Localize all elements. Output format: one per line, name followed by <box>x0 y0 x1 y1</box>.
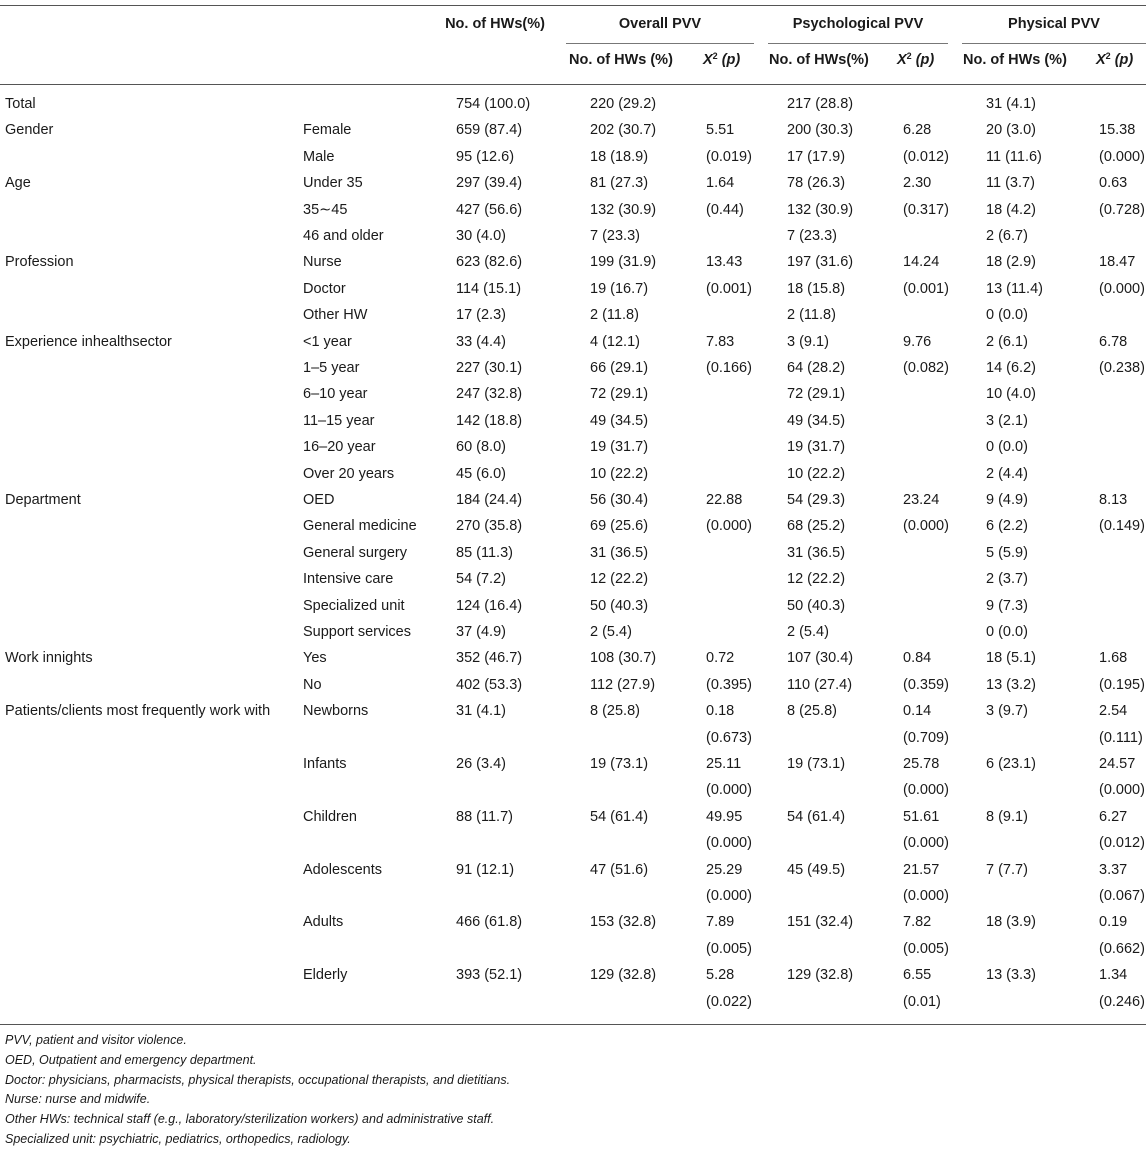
header-psychological-pvv: Psychological PVV <box>792 16 924 32</box>
cell-psych-chi: 14.24 <box>903 254 940 271</box>
cell-psych-chi: (0.000) <box>903 782 949 799</box>
cell-overall-count: 50 (40.3) <box>590 597 649 614</box>
cell-psych-chi: (0.001) <box>903 280 949 297</box>
row-label: Patients/clients most frequently work with <box>5 703 271 720</box>
row-category: No <box>303 676 322 693</box>
cell-psych-count: 200 (30.3) <box>787 122 854 139</box>
cell-no-hws: 427 (56.6) <box>456 201 523 218</box>
cell-psych-count: 107 (30.4) <box>787 650 854 667</box>
cell-psych-count: 132 (30.9) <box>787 201 854 218</box>
cell-psych-count: 2 (11.8) <box>787 307 836 324</box>
cell-no-hws: 37 (4.9) <box>456 624 506 640</box>
cell-psych-count: 54 (61.4) <box>787 808 846 825</box>
row-label: Age <box>5 175 31 192</box>
cell-physical-count: 2 (3.7) <box>986 571 1028 588</box>
cell-overall-count: 7 (23.3) <box>590 228 640 244</box>
cell-no-hws: 297 (39.4) <box>456 175 523 192</box>
cell-psych-chi: (0.012) <box>903 148 949 165</box>
cell-no-hws: 227 (30.1) <box>456 360 523 376</box>
cell-physical-chi: 18.47 <box>1099 254 1136 271</box>
cell-no-hws: 30 (4.0) <box>456 228 506 244</box>
cell-overall-count: 56 (30.4) <box>590 492 649 508</box>
header-bottom-rule <box>0 84 1146 85</box>
cell-physical-count: 2 (6.1) <box>986 333 1028 350</box>
subheader-physical-count: No. of HWs (%) <box>963 52 1067 68</box>
cell-overall-count: 69 (25.6) <box>590 518 649 535</box>
cell-no-hws: 247 (32.8) <box>456 386 523 403</box>
cell-physical-chi: 1.68 <box>1099 650 1128 667</box>
cell-physical-chi: 0.63 <box>1099 175 1128 192</box>
footnote: Other HWs: technical staff (e.g., laboratory/sterilization workers) and administrative staff. <box>5 1112 495 1127</box>
cell-physical-chi: (0.000) <box>1099 782 1145 799</box>
cell-physical-count: 18 (4.2) <box>986 201 1036 218</box>
cell-psych-chi: 9.76 <box>903 333 932 350</box>
cell-overall-count: 129 (32.8) <box>590 967 657 984</box>
cell-physical-chi: (0.111) <box>1099 729 1143 746</box>
row-category: 35∼45 <box>303 201 348 218</box>
cell-no-hws: 623 (82.6) <box>456 254 523 271</box>
cell-overall-chi: 1.64 <box>706 175 735 192</box>
cell-physical-count: 9 (7.3) <box>986 597 1028 614</box>
row-label: Experience inhealthsector <box>5 333 172 350</box>
row-category: Newborns <box>303 703 369 720</box>
subheader-psych-count: No. of HWs(%) <box>769 52 869 68</box>
cell-no-hws: 26 (3.4) <box>456 756 506 772</box>
cell-physical-count: 18 (2.9) <box>986 254 1036 271</box>
cell-physical-count: 6 (2.2) <box>986 518 1028 535</box>
row-category: Adolescents <box>303 861 382 878</box>
cell-overall-count: 220 (29.2) <box>590 96 657 112</box>
cell-physical-count: 7 (7.7) <box>986 861 1028 878</box>
row-category: OED <box>303 492 335 508</box>
cell-overall-count: 72 (29.1) <box>590 386 649 403</box>
cell-no-hws: 142 (18.8) <box>456 412 523 429</box>
cell-no-hws: 114 (15.1) <box>456 280 522 297</box>
cell-no-hws: 91 (12.1) <box>456 861 515 878</box>
cell-psych-chi: 0.14 <box>903 703 932 720</box>
cell-psych-count: 3 (9.1) <box>787 333 829 350</box>
cell-physical-chi: 6.27 <box>1099 808 1128 825</box>
row-category: <1 year <box>303 333 352 350</box>
cell-overall-chi: 22.88 <box>706 492 743 508</box>
header-physical-pvv: Physical PVV <box>1008 16 1100 32</box>
cell-physical-chi: (0.195) <box>1099 676 1145 693</box>
header-overall-pvv: Overall PVV <box>618 16 702 32</box>
cell-psych-count: 45 (49.5) <box>787 861 846 878</box>
cell-physical-count: 20 (3.0) <box>986 122 1036 139</box>
cell-no-hws: 45 (6.0) <box>456 465 506 482</box>
cell-psych-chi: 23.24 <box>903 492 940 508</box>
cell-psych-chi: 2.30 <box>903 175 932 192</box>
cell-psych-count: 50 (40.3) <box>787 597 846 614</box>
cell-physical-count: 3 (2.1) <box>986 412 1028 429</box>
cell-psych-chi: 25.78 <box>903 756 940 772</box>
cell-psych-chi: (0.317) <box>903 201 949 218</box>
row-category: Intensive care <box>303 571 394 588</box>
cell-no-hws: 85 (11.3) <box>456 544 513 561</box>
row-category: Male <box>303 148 335 165</box>
cell-no-hws: 54 (7.2) <box>456 571 506 588</box>
footnote: PVV, patient and visitor violence. <box>5 1033 187 1047</box>
cell-overall-chi: 5.51 <box>706 122 735 139</box>
cell-overall-count: 54 (61.4) <box>590 808 649 825</box>
cell-no-hws: 659 (87.4) <box>456 122 523 139</box>
cell-overall-count: 19 (73.1) <box>590 756 649 772</box>
cell-psych-count: 19 (73.1) <box>787 756 846 772</box>
row-category: 11–15 year <box>303 412 375 429</box>
cell-overall-chi: 25.11 <box>706 756 742 772</box>
cell-physical-chi: 2.54 <box>1099 703 1128 720</box>
row-label: Department <box>5 492 81 508</box>
subheader-overall-chi: $X^2$ (p) <box>703 51 741 68</box>
cell-physical-chi: (0.728) <box>1099 201 1145 218</box>
cell-overall-chi: (0.395) <box>706 676 752 693</box>
cell-overall-chi: (0.019) <box>706 148 752 165</box>
cell-overall-chi: (0.000) <box>706 888 752 904</box>
overall-group-rule <box>566 43 754 44</box>
cell-psych-count: 49 (34.5) <box>787 412 846 429</box>
cell-physical-count: 13 (11.4) <box>986 280 1043 297</box>
cell-physical-count: 0 (0.0) <box>986 439 1028 456</box>
cell-psych-count: 54 (29.3) <box>787 492 846 508</box>
cell-no-hws: 124 (16.4) <box>456 597 523 614</box>
cell-no-hws: 754 (100.0) <box>456 96 531 112</box>
cell-no-hws: 88 (11.7) <box>456 808 513 825</box>
cell-physical-count: 0 (0.0) <box>986 307 1028 324</box>
cell-physical-count: 5 (5.9) <box>986 544 1028 561</box>
footnote: Nurse: nurse and midwife. <box>5 1092 151 1107</box>
cell-overall-chi: (0.44) <box>706 201 744 218</box>
cell-psych-count: 129 (32.8) <box>787 967 854 984</box>
cell-overall-chi: 5.28 <box>706 967 735 984</box>
cell-psych-count: 110 (27.4) <box>787 676 853 693</box>
cell-no-hws: 352 (46.7) <box>456 650 523 667</box>
psych-group-rule <box>768 43 948 44</box>
cell-no-hws: 33 (4.4) <box>456 333 506 350</box>
cell-psych-count: 72 (29.1) <box>787 386 846 403</box>
cell-psych-count: 12 (22.2) <box>787 571 846 588</box>
subheader-physical-chi: $X^2$ (p) <box>1096 51 1134 68</box>
cell-psych-count: 68 (25.2) <box>787 518 846 535</box>
cell-physical-count: 18 (3.9) <box>986 914 1036 931</box>
cell-no-hws: 393 (52.1) <box>456 967 523 984</box>
cell-overall-count: 49 (34.5) <box>590 412 649 429</box>
cell-physical-count: 13 (3.3) <box>986 967 1036 984</box>
row-category: Over 20 years <box>303 465 395 482</box>
cell-psych-chi: (0.082) <box>903 360 949 376</box>
cell-physical-chi: (0.246) <box>1099 993 1145 1010</box>
cell-psych-chi: (0.000) <box>903 888 949 904</box>
cell-psych-count: 2 (5.4) <box>787 624 829 640</box>
cell-no-hws: 270 (35.8) <box>456 518 523 535</box>
row-category: Yes <box>303 650 327 667</box>
cell-overall-chi: 49.95 <box>706 808 743 825</box>
cell-physical-chi: (0.149) <box>1099 518 1145 535</box>
cell-psych-chi: 21.57 <box>903 861 940 878</box>
footnote: Doctor: physicians, pharmacists, physical therapists, occupational therapists, and dietitians. <box>5 1072 511 1087</box>
cell-physical-chi: (0.662) <box>1099 940 1145 957</box>
cell-physical-count: 11 (11.6) <box>986 148 1042 165</box>
cell-physical-count: 6 (23.1) <box>986 756 1036 772</box>
cell-psych-chi: (0.000) <box>903 518 949 535</box>
cell-overall-count: 10 (22.2) <box>590 465 649 482</box>
row-category: Female <box>303 122 352 139</box>
cell-overall-chi: 0.18 <box>706 703 735 720</box>
cell-overall-chi: 25.29 <box>706 861 743 878</box>
footnote: OED, Outpatient and emergency department. <box>5 1052 257 1067</box>
cell-overall-count: 12 (22.2) <box>590 571 649 588</box>
cell-overall-count: 153 (32.8) <box>590 914 657 931</box>
row-category: General surgery <box>303 544 407 561</box>
cell-overall-count: 31 (36.5) <box>590 544 649 561</box>
subheader-overall-count: No. of HWs (%) <box>569 52 673 68</box>
cell-psych-chi: (0.709) <box>903 729 949 746</box>
cell-physical-count: 2 (6.7) <box>986 228 1028 244</box>
cell-overall-count: 2 (5.4) <box>590 624 632 640</box>
cell-psych-count: 18 (15.8) <box>787 280 846 297</box>
cell-overall-chi: (0.001) <box>706 280 752 297</box>
cell-overall-chi: (0.000) <box>706 835 752 852</box>
cell-overall-count: 108 (30.7) <box>590 650 657 667</box>
cell-psych-chi: 7.82 <box>903 914 932 931</box>
header-no-hws: No. of HWs(%) <box>445 16 545 32</box>
row-category: Adults <box>303 914 344 931</box>
cell-psych-count: 31 (36.5) <box>787 544 846 561</box>
cell-no-hws: 31 (4.1) <box>456 703 506 720</box>
row-category: Specialized unit <box>303 597 405 614</box>
subheader-psych-chi: $X^2$ (p) <box>897 51 935 68</box>
cell-physical-chi: 3.37 <box>1099 861 1128 878</box>
cell-physical-count: 18 (5.1) <box>986 650 1036 667</box>
row-category: Infants <box>303 756 347 772</box>
cell-psych-chi: 51.61 <box>903 808 940 825</box>
cell-psych-chi: (0.005) <box>903 940 949 957</box>
row-label: Gender <box>5 122 54 139</box>
cell-psych-count: 17 (17.9) <box>787 148 846 165</box>
footnote: Specialized unit: psychiatric, pediatrics, orthopedics, radiology. <box>5 1132 351 1146</box>
cell-overall-count: 47 (51.6) <box>590 861 649 878</box>
cell-overall-count: 199 (31.9) <box>590 254 657 271</box>
cell-overall-count: 81 (27.3) <box>590 175 649 192</box>
cell-overall-chi: (0.000) <box>706 518 752 535</box>
cell-physical-count: 13 (3.2) <box>986 676 1036 693</box>
cell-psych-count: 64 (28.2) <box>787 360 846 376</box>
cell-physical-count: 10 (4.0) <box>986 386 1036 403</box>
cell-physical-chi: (0.067) <box>1099 888 1145 904</box>
cell-psych-count: 78 (26.3) <box>787 175 846 192</box>
cell-physical-chi: (0.000) <box>1099 280 1145 297</box>
cell-overall-count: 19 (16.7) <box>590 280 649 297</box>
cell-psych-count: 151 (32.4) <box>787 914 854 931</box>
cell-overall-count: 8 (25.8) <box>590 703 640 720</box>
cell-physical-chi: 24.57 <box>1099 756 1136 772</box>
cell-overall-chi: (0.166) <box>706 360 752 376</box>
cell-overall-chi: (0.005) <box>706 940 752 957</box>
cell-overall-chi: (0.022) <box>706 993 752 1010</box>
cell-physical-chi: 15.38 <box>1099 122 1136 139</box>
cell-overall-count: 202 (30.7) <box>590 122 657 139</box>
cell-physical-chi: (0.238) <box>1099 360 1145 376</box>
cell-psych-chi: 6.55 <box>903 967 932 984</box>
cell-overall-chi: (0.673) <box>706 729 752 746</box>
row-category: 46 and older <box>303 228 384 244</box>
row-category: Support services <box>303 624 411 640</box>
cell-psych-chi: (0.359) <box>903 676 949 693</box>
row-category: Doctor <box>303 280 346 297</box>
cell-psych-chi: 0.84 <box>903 650 932 667</box>
row-category: Under 35 <box>303 175 363 192</box>
cell-physical-count: 0 (0.0) <box>986 624 1028 640</box>
cell-no-hws: 17 (2.3) <box>456 307 506 324</box>
cell-no-hws: 466 (61.8) <box>456 914 523 931</box>
cell-overall-count: 132 (30.9) <box>590 201 657 218</box>
row-category: Other HW <box>303 307 368 324</box>
cell-physical-chi: 6.78 <box>1099 333 1128 350</box>
cell-physical-chi: 1.34 <box>1099 967 1128 984</box>
row-category: Children <box>303 808 357 825</box>
cell-psych-chi: (0.000) <box>903 835 949 852</box>
cell-no-hws: 402 (53.3) <box>456 676 523 693</box>
table-bottom-rule <box>0 1024 1146 1025</box>
row-category: Elderly <box>303 967 348 984</box>
cell-psych-count: 8 (25.8) <box>787 703 837 720</box>
cell-physical-chi: (0.000) <box>1099 148 1145 165</box>
cell-physical-count: 9 (4.9) <box>986 492 1028 508</box>
cell-psych-count: 217 (28.8) <box>787 96 854 112</box>
row-label: Work innights <box>5 650 93 667</box>
cell-psych-chi: 6.28 <box>903 122 932 139</box>
cell-psych-count: 197 (31.6) <box>787 254 854 271</box>
cell-overall-count: 66 (29.1) <box>590 360 649 376</box>
cell-overall-chi: 13.43 <box>706 254 743 271</box>
cell-physical-count: 14 (6.2) <box>986 360 1036 376</box>
cell-physical-count: 11 (3.7) <box>986 175 1035 192</box>
row-category: 6–10 year <box>303 386 368 403</box>
cell-overall-chi: (0.000) <box>706 782 752 799</box>
table-top-rule <box>0 5 1146 6</box>
row-category: 16–20 year <box>303 439 376 456</box>
cell-overall-count: 18 (18.9) <box>590 148 649 165</box>
row-label: Total <box>5 96 36 112</box>
cell-overall-chi: 0.72 <box>706 650 735 667</box>
cell-physical-chi: (0.012) <box>1099 835 1145 852</box>
cell-overall-count: 2 (11.8) <box>590 307 639 324</box>
cell-overall-count: 4 (12.1) <box>590 333 640 350</box>
cell-no-hws: 95 (12.6) <box>456 148 515 165</box>
row-label: Profession <box>5 254 74 271</box>
cell-physical-chi: 8.13 <box>1099 492 1128 508</box>
cell-overall-chi: 7.83 <box>706 333 735 350</box>
row-category: 1–5 year <box>303 360 360 376</box>
row-category: Nurse <box>303 254 342 271</box>
cell-overall-count: 19 (31.7) <box>590 439 649 456</box>
cell-psych-count: 19 (31.7) <box>787 439 846 456</box>
physical-group-rule <box>962 43 1146 44</box>
cell-overall-count: 112 (27.9) <box>590 676 656 693</box>
cell-physical-count: 8 (9.1) <box>986 808 1028 825</box>
row-category: General medicine <box>303 518 417 535</box>
cell-overall-chi: 7.89 <box>706 914 735 931</box>
cell-physical-count: 3 (9.7) <box>986 703 1028 720</box>
cell-physical-count: 31 (4.1) <box>986 96 1036 112</box>
cell-no-hws: 60 (8.0) <box>456 439 506 456</box>
cell-physical-chi: 0.19 <box>1099 914 1128 931</box>
cell-psych-count: 10 (22.2) <box>787 465 846 482</box>
cell-psych-count: 7 (23.3) <box>787 228 837 244</box>
cell-physical-count: 2 (4.4) <box>986 465 1028 482</box>
cell-psych-chi: (0.01) <box>903 993 941 1010</box>
cell-no-hws: 184 (24.4) <box>456 492 523 508</box>
